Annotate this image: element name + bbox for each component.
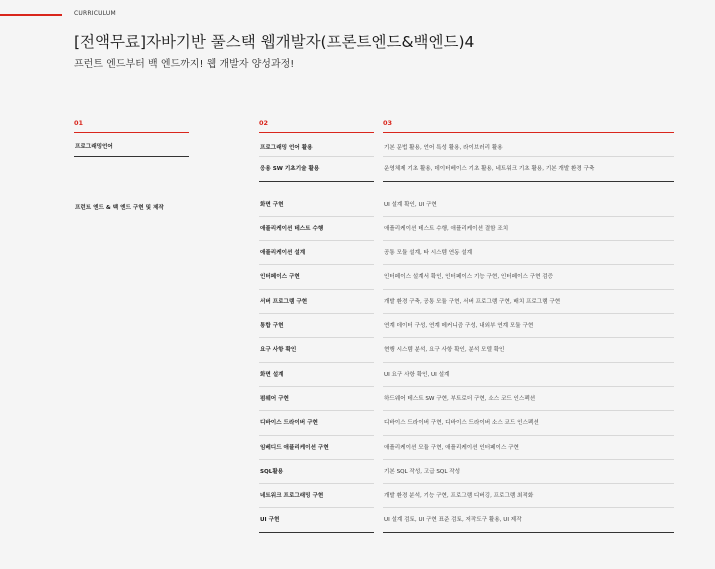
unit-cell: 네트워크 프로그래밍 구현 [259,484,374,508]
unit-cell: 서버 프로그램 구현 [259,290,374,314]
detail-cell: 애플리케이션 모듈 구현, 애플리케이션 인터페이스 구현 [383,436,674,460]
unit-cell: 임베디드 애플리케이션 구현 [259,436,374,460]
unit-cell: 애플리케이션 테스트 수행 [259,217,374,241]
detail-cell: 공통 모듈 설계, 타 시스템 연동 설계 [383,241,674,265]
unit-cell: 프로그래밍 언어 활용 [259,133,374,157]
unit-cell: 애플리케이션 설계 [259,241,374,265]
detail-cell: 디바이스 드라이버 구현, 디바이스 드라이버 소스 코드 인스펙션 [383,411,674,435]
detail-cell: UI 요구 사항 확인, UI 설계 [383,363,674,387]
column-detail [383,118,674,533]
unit-cell: 디바이스 드라이버 구현 [259,411,374,435]
unit-cell: 화면 구현 [259,193,374,217]
section-eyebrow: CURRICULUM [74,10,116,17]
unit-cell: 인터페이스 구현 [259,265,374,289]
detail-cell: 기본 문법 활용, 언어 특성 활용, 라이브러리 활용 [383,133,674,157]
detail-cell: UI 설계 확인, UI 구현 [383,193,674,217]
unit-cell: 요구 사항 확인 [259,338,374,362]
unit-cell: 화면 설계 [259,363,374,387]
column-number: 01 [74,119,84,127]
page-subtitle: 프런트 엔드부터 백 엔드까지! 웹 개발자 양성과정! [74,59,295,70]
column-number: 02 [259,119,269,127]
detail-cell: 인터페이스 설계서 확인, 인터페이스 기능 구현, 인터페이스 구현 검증 [383,265,674,289]
detail-cell: 연계 데이터 구성, 연계 메커니즘 구성, 내외부 연계 모듈 구현 [383,314,674,338]
column-category [74,118,189,219]
unit-cell: UI 구현 [259,508,374,532]
detail-cell: 개발 환경 구축, 공통 모듈 구현, 서버 프로그램 구현, 배치 프로그램 구현 [383,290,674,314]
detail-cell: 개발 환경 분석, 기능 구현, 프로그램 디버깅, 프로그램 최적화 [383,484,674,508]
column-unit [259,118,374,533]
accent-bar [0,14,62,16]
detail-cell: UI 설계 검토, UI 구현 표준 검토, 저작도구 활용, UI 제작 [383,508,674,532]
detail-cell: 애플리케이션 테스트 수행, 애플리케이션 결함 조치 [383,217,674,241]
category-cell: 프런트 엔드 & 백 엔드 구현 및 제작 [75,205,164,211]
detail-cell: 하드웨어 테스트 SW 구현, 부트로더 구현, 소스 코드 인스펙션 [383,387,674,411]
unit-cell: 펌웨어 구현 [259,387,374,411]
unit-cell: SQL활용 [259,460,374,484]
detail-cell: 현행 시스템 분석, 요구 사항 확인, 분석 모델 확인 [383,338,674,362]
detail-cell: 운영체제 기초 활용, 데이터베이스 기초 활용, 네트워크 기초 활용, 기본 개발 환경 구축 [383,157,674,181]
column-number: 03 [383,119,393,127]
page-title: [전액무료]자바기반 풀스택 웹개발자(프론트엔드&백엔드)4 [74,33,475,51]
unit-cell: 통합 구현 [259,314,374,338]
detail-cell: 기본 SQL 작성, 고급 SQL 작성 [383,460,674,484]
unit-cell: 응용 SW 기초기술 활용 [259,157,374,181]
category-cell: 프로그래밍언어 [74,133,189,157]
